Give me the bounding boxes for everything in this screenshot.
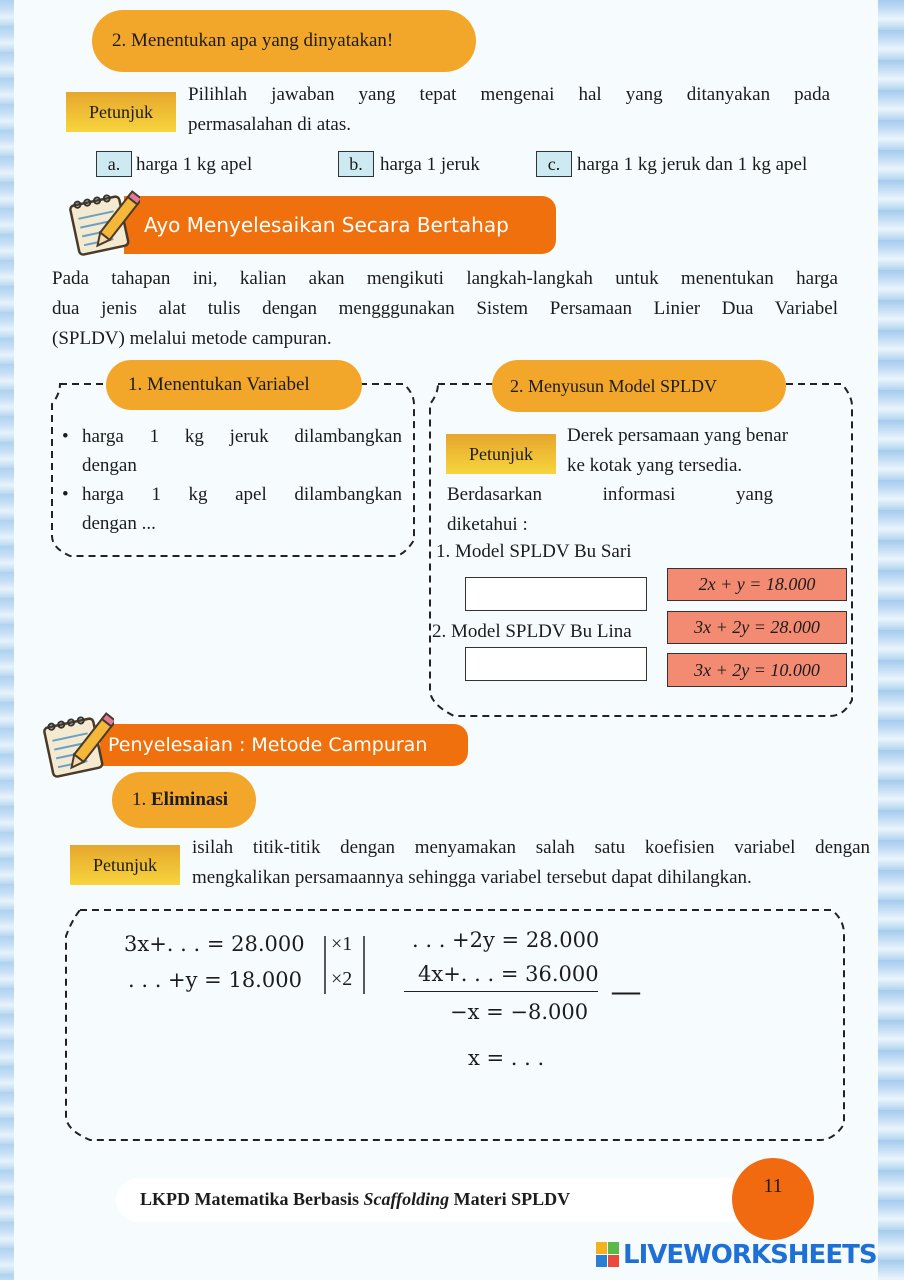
notepad-pencil-icon-2 [40, 708, 114, 784]
equation-drag-1[interactable]: 2x + y = 18.000 [667, 568, 847, 601]
option-b-text[interactable]: harga 1 jeruk [380, 154, 480, 175]
elim-right-eq2: 4x+. . . = 36.000 [418, 962, 599, 986]
lw-text: LIVEWORKSHEETS [623, 1240, 877, 1270]
elim-result: x = . . . [468, 1046, 545, 1070]
intro-line2: dua jenis alat tulis dengan mengggunakan Sistem Persamaan Linier Dua Variabel [52, 298, 838, 319]
model2-drop-box[interactable] [465, 647, 647, 681]
variabel-list [52, 422, 402, 538]
variabel-item-jeruk: • harga 1 kg jeruk dilambangkan dengan [52, 422, 402, 480]
model1-label: 1. Model SPLDV Bu Sari [436, 541, 632, 562]
banner-penyelesaian [100, 724, 468, 766]
model-petunjuk-line2: ke kotak yang tersedia. [567, 455, 743, 476]
model-based-line1: Berdasarkan informasi yang [447, 484, 773, 505]
intro-line3: (SPLDV) melalui metode campuran. [52, 328, 332, 349]
option-a-text[interactable]: harga 1 kg apel [136, 154, 253, 175]
page-number: 11 [763, 1174, 783, 1197]
footer-title: LKPD Matematika Berbasis Scaffolding Materi SPLDV [140, 1189, 571, 1209]
lw-grid-icon [596, 1242, 620, 1268]
model-title: 2. Menyusun Model SPLDV [492, 360, 786, 412]
petunjuk1-line2: permasalahan di atas. [188, 114, 352, 135]
variabel-item-apel: • harga 1 kg apel dilambangkan dengan ... [52, 480, 402, 538]
model-based-line2: diketahui : [447, 514, 528, 535]
petunjuk3-line1: isilah titik-titik dengan menyamakan salah satu koefisien variabel dengan [192, 837, 870, 858]
intro-line1: Pada tahapan ini, kalian akan mengikuti langkah-langkah untuk menentukan harga [52, 268, 838, 289]
eliminasi-header: 1. Eliminasi [112, 772, 256, 828]
elim-mult1: ×1 [331, 933, 353, 955]
elim-minus-sign: — [612, 976, 640, 1007]
elim-mult2: ×2 [331, 968, 353, 990]
page-number-badge [732, 1158, 814, 1240]
step2-header-label: 2. Menentukan apa yang dinyatakan! [112, 30, 394, 51]
elim-right-eq3: −x = −8.000 [450, 1000, 589, 1024]
petunjuk1-line1: Pilihlah jawaban yang tepat mengenai hal yang ditanyakan pada [188, 84, 830, 105]
model-petunjuk-line1: Derek persamaan yang benar [567, 425, 789, 446]
petunjuk-text: Petunjuk [88, 101, 153, 122]
equation-drag-3[interactable]: 3x + 2y = 10.000 [667, 653, 847, 687]
variabel-title: 1. Menentukan Variabel [106, 360, 362, 410]
banner2-text: Penyelesaian : Metode Campuran [108, 734, 428, 756]
option-b-key[interactable]: b. [338, 151, 374, 177]
banner1-text: Ayo Menyelesaikan Secara Bertahap [144, 213, 509, 237]
liveworksheets-logo[interactable] [596, 1240, 877, 1270]
elim-underline [404, 991, 598, 992]
petunjuk3-line2: mengkalikan persamaannya sehingga variabel tersebut dapat dihilangkan. [192, 867, 752, 888]
option-c-text[interactable]: harga 1 kg jeruk dan 1 kg apel [577, 154, 808, 175]
model-petunjuk-label: Petunjuk [446, 434, 556, 474]
petunjuk3-label: Petunjuk [70, 845, 180, 885]
eliminasi-label: Eliminasi [151, 789, 229, 810]
elim-right-eq1: . . . +2y = 28.000 [412, 928, 600, 952]
elim-left-eq2: . . . +y = 18.000 [128, 968, 302, 992]
model1-drop-box[interactable] [465, 577, 647, 611]
option-a-key[interactable]: a. [96, 151, 132, 177]
elim-left-eq1: 3x+. . . = 28.000 [124, 932, 305, 956]
equation-drag-2[interactable]: 3x + 2y = 28.000 [667, 611, 847, 644]
option-c-key[interactable]: c. [536, 151, 572, 177]
model2-label: 2. Model SPLDV Bu Lina [432, 621, 632, 642]
